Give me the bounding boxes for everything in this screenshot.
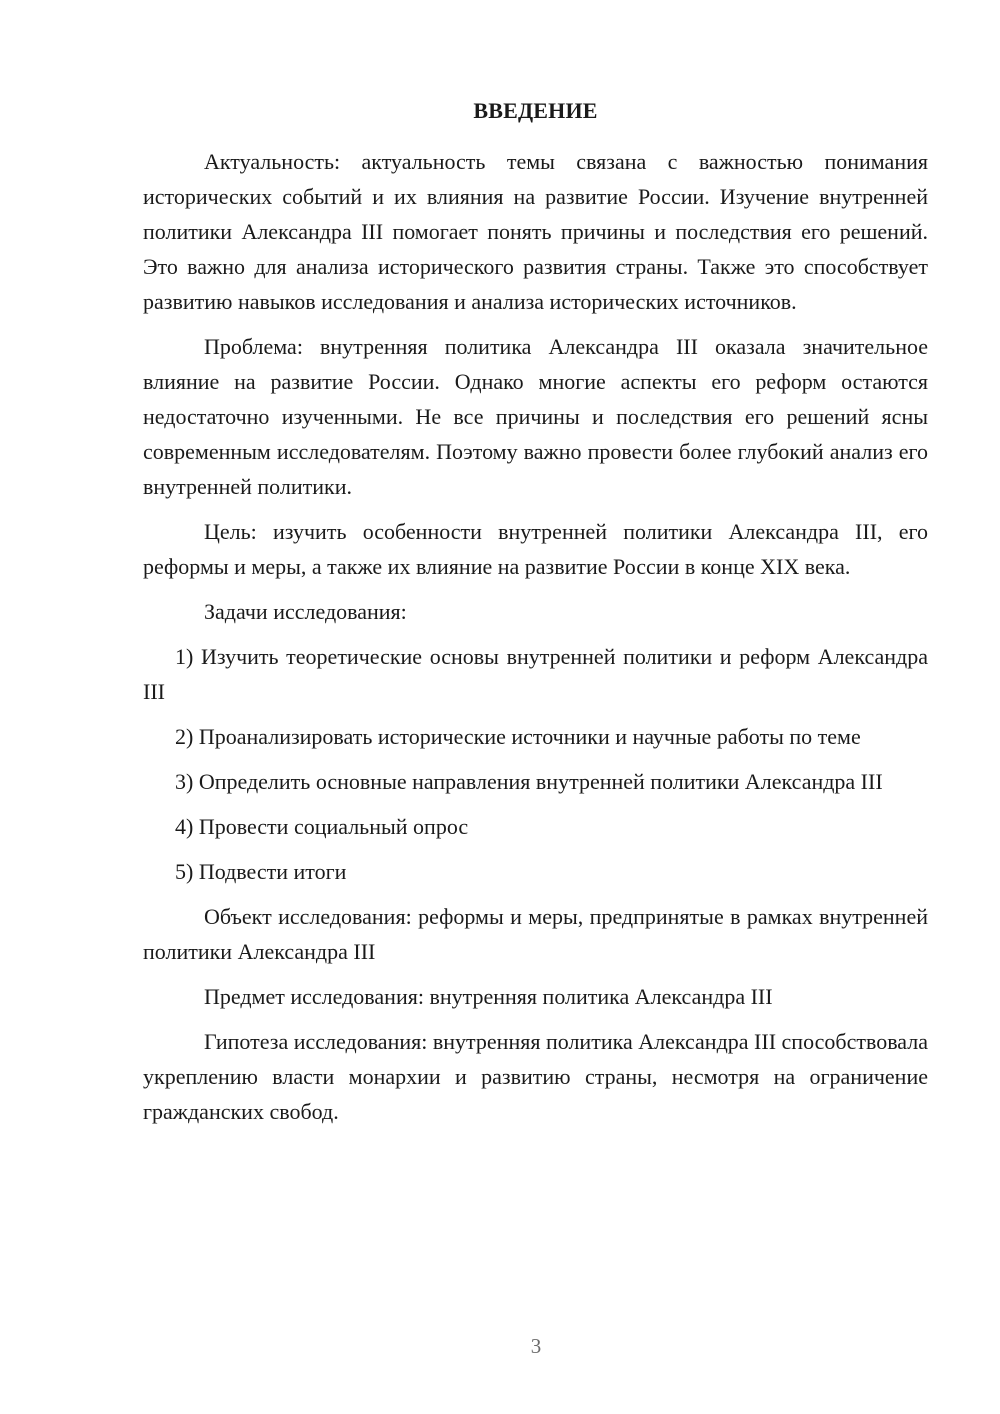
paragraph-subject: Предмет исследования: внутренняя политика Александра III (204, 984, 773, 1009)
paragraph-goal: Цель: изучить особенности внутренней политики Александра III, его реформы и меры, а также их влияние на развитие России в конце XIX века. (143, 519, 928, 579)
paragraph-problem: Проблема: внутренняя политика Александра III оказала значительное влияние на развитие России. Однако многие аспекты его реформ остаются недостаточно изученными. Не все причины и последствия его решений ясны современным исследователям. Поэтому важно провести более глубокий анализ его внутренней политики. (143, 334, 928, 499)
paragraph-relevance: Актуальность: актуальность темы связана с важностью понимания исторических событий и их влияния на развитие России. Изучение внутренней политики Александра III помогает понять причины и последствия его решений. Это важно для анализа исторического развития страны. Также это способствует развитию навыков исследования и анализа исторических источников. (143, 149, 928, 314)
page-number: 3 (530, 1334, 542, 1358)
paragraph-object: Объект исследования: реформы и меры, предпринятые в рамках внутренней политики Александра III (143, 904, 928, 964)
task-item-1: 1) Изучить теоретические основы внутренней политики и реформ Александра III (143, 644, 928, 704)
document-page (143, 96, 928, 1139)
page-title: ВВЕДЕНИЕ (473, 98, 598, 123)
paragraph-tasks-heading: Задачи исследования: (204, 599, 407, 624)
task-item-2: 2) Проанализировать исторические источники и научные работы по теме (175, 724, 861, 749)
task-item-4: 4) Провести социальный опрос (175, 814, 469, 839)
task-item-3: 3) Определить основные направления внутренней политики Александра III (175, 769, 883, 794)
task-item-5: 5) Подвести итоги (175, 859, 347, 884)
paragraph-hypothesis: Гипотеза исследования: внутренняя политика Александра III способствовала укреплению власти монархии и развитию страны, несмотря на ограничение гражданских свобод. (143, 1029, 928, 1124)
